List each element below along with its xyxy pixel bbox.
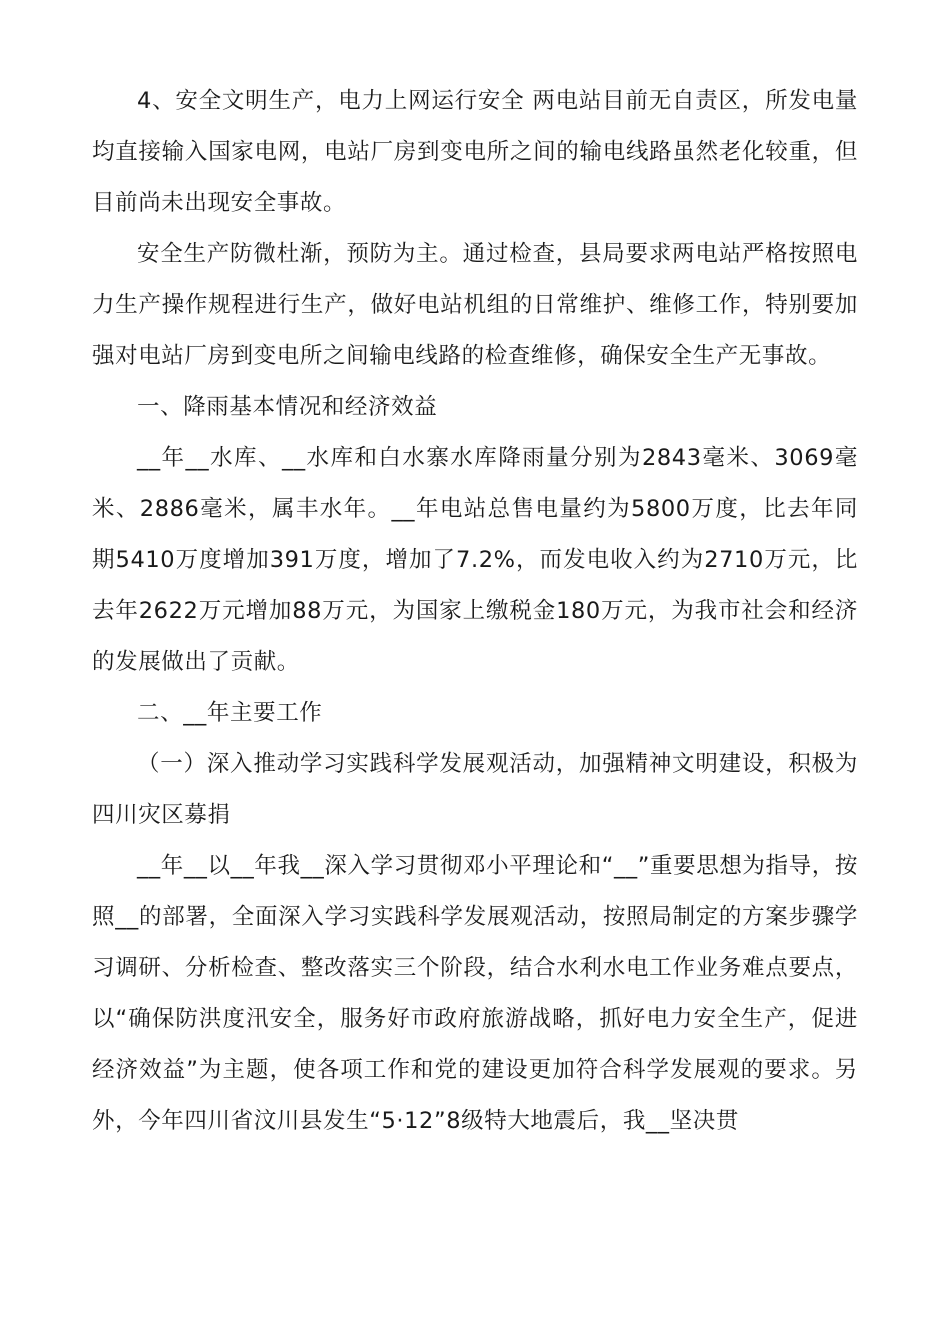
subsection-heading-study-practice: （一）深入推动学习实践科学发展观活动，加强精神文明建设，积极为四川灾区募捐	[92, 751, 858, 828]
section-heading-rainfall: 一、降雨基本情况和经济效益	[137, 394, 438, 420]
paragraph-safety-prevention: 安全生产防微杜渐，预防为主。通过检查，县局要求两电站严格按照电力生产操作规程进行生产，做好电站机组的日常维护、维修工作，特别要加强对电站厂房到变电所之间输电线路的检查维修，确保安全生产无事故。	[92, 241, 858, 369]
document-body	[92, 76, 858, 1147]
paragraph-rainfall-benefits: __年__水库、__水库和白水寨水库降雨量分别为2843毫米、3069毫米、2886毫米，属丰水年。__年电站总售电量约为5800万度，比去年同期5410万度增加391万度，增加了7.2%，而发电收入约为2710万元，比去年2622万元增加88万元，为国家上缴税金180万元，为我市社会和经济的发展做出了贡献。	[92, 445, 858, 675]
section-heading-main-work: 二、__年主要工作	[137, 700, 323, 726]
paragraph-safety-production: 4、安全文明生产，电力上网运行安全 两电站目前无自责区，所发电量均直接输入国家电网，电站厂房到变电所之间的输电线路虽然老化较重，但目前尚未出现安全事故。	[92, 88, 858, 216]
paragraph-study-practice: __年__以__年我__深入学习贯彻邓小平理论和“__”重要思想为指导，按照__的部署，全面深入学习实践科学发展观活动，按照局制定的方案步骤学习调研、分析检查、整改落实三个阶段，结合水利水电工作业务难点要点，以“确保防洪度汛安全，服务好市政府旅游战略，抓好电力安全生产，促进经济效益”为主题，使各项工作和党的建设更加符合科学发展观的要求。另外，今年四川省汶川县发生“5·12”8级特大地震后，我__坚决贯	[92, 853, 858, 1134]
